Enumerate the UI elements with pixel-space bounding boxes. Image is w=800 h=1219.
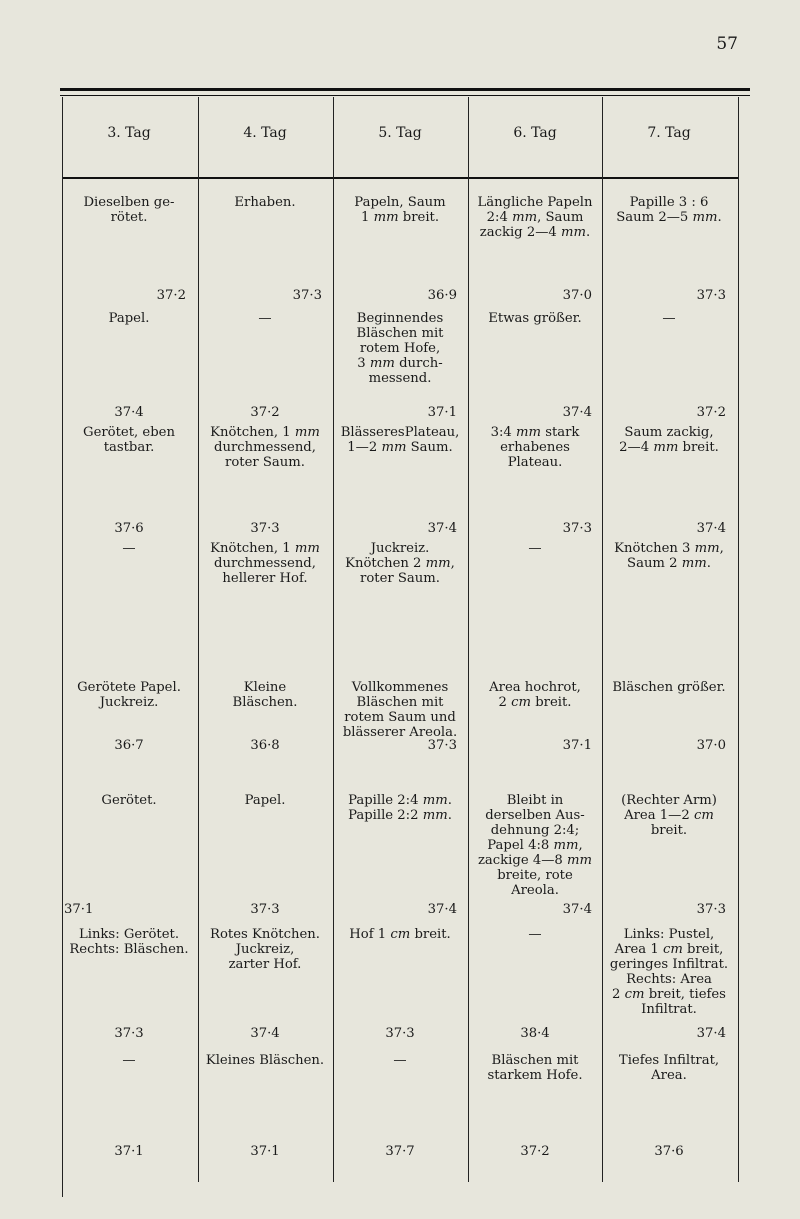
temperature-value: 37·3 bbox=[427, 738, 457, 753]
observation-cell: BlässeresPlateau, 1—2 mm Saum. bbox=[340, 425, 460, 455]
observation-cell: — bbox=[528, 541, 542, 556]
temperature-value: 37·3 bbox=[562, 521, 592, 536]
observation-cell: Papille 2:4 mm. Papille 2:2 mm. bbox=[348, 793, 452, 823]
temperature-value: 37·3 bbox=[114, 1026, 144, 1041]
column-divider bbox=[198, 97, 199, 1182]
temperature-value: 37·3 bbox=[385, 1026, 415, 1041]
observation-cell: Kleine Bläschen. bbox=[232, 680, 298, 710]
temperature-value: 37·3 bbox=[292, 288, 322, 303]
observation-cell: Vollkommenes Bläschen mit rotem Saum und blässerer Areola. bbox=[342, 680, 458, 740]
temperature-value: 37·3 bbox=[250, 521, 280, 536]
observation-cell: Bläschen mit starkem Hofe. bbox=[487, 1053, 583, 1083]
temperature-value: 38·4 bbox=[520, 1026, 550, 1041]
observation-cell: Dieselben ge- rötet. bbox=[83, 195, 175, 225]
temperature-value: 37·4 bbox=[562, 902, 592, 917]
temperature-value: 37·6 bbox=[654, 1144, 684, 1159]
temperature-value: 37·0 bbox=[696, 738, 726, 753]
observation-cell: Papeln, Saum 1 mm breit. bbox=[354, 195, 446, 225]
observation-cell: Gerötete Papel. Juckreiz. bbox=[77, 680, 181, 710]
observation-cell: Knötchen 3 mm, Saum 2 mm. bbox=[614, 541, 724, 571]
observation-cell: Papel. bbox=[244, 793, 286, 808]
header-day-3: 3. Tag bbox=[107, 125, 151, 141]
observation-cell: Gerötet, eben tastbar. bbox=[83, 425, 175, 455]
observation-cell: Papel. bbox=[108, 311, 150, 326]
temperature-value: 36·7 bbox=[114, 738, 144, 753]
observation-cell: Knötchen, 1 mm durchmessend, roter Saum. bbox=[210, 425, 320, 470]
observation-cell: Längliche Papeln 2:4 mm, Saum zackig 2—4 mm. bbox=[477, 195, 593, 240]
temperature-value: 37·4 bbox=[562, 405, 592, 420]
temperature-value: 37·2 bbox=[250, 405, 280, 420]
temperature-value: 37·2 bbox=[696, 405, 726, 420]
observation-cell: Etwas größer. bbox=[488, 311, 582, 326]
temperature-value: 37·3 bbox=[250, 902, 280, 917]
temperature-value: 37·0 bbox=[562, 288, 592, 303]
temperature-value: 37·7 bbox=[385, 1144, 415, 1159]
temperature-value: 37·4 bbox=[427, 521, 457, 536]
observation-cell: Links: Pustel, Area 1 cm breit, geringes Infiltrat. Rechts: Area 2 cm breit, tiefes Infiltrat. bbox=[609, 927, 729, 1017]
observation-cell: — bbox=[122, 1053, 136, 1068]
header-day-5: 5. Tag bbox=[378, 125, 422, 141]
column-divider bbox=[333, 97, 334, 1182]
observation-cell: Gerötet. bbox=[101, 793, 157, 808]
observation-cell: Links: Gerötet. Rechts: Bläschen. bbox=[69, 927, 189, 957]
temperature-value: 37·3 bbox=[696, 902, 726, 917]
observation-cell: Juckreiz. Knötchen 2 mm, roter Saum. bbox=[345, 541, 455, 586]
header-day-6: 6. Tag bbox=[513, 125, 557, 141]
observation-cell: — bbox=[122, 541, 136, 556]
column-divider bbox=[602, 97, 603, 1182]
top-rule bbox=[60, 88, 750, 91]
temperature-value: 36·8 bbox=[250, 738, 280, 753]
temperature-value: 37·1 bbox=[250, 1144, 280, 1159]
observation-cell: — bbox=[662, 311, 676, 326]
temperature-value: 37·6 bbox=[114, 521, 144, 536]
observation-cell: Erhaben. bbox=[234, 195, 296, 210]
header-day-4: 4. Tag bbox=[243, 125, 287, 141]
observation-cell: — bbox=[528, 927, 542, 942]
observation-cell: Rotes Knötchen. Juckreiz, zarter Hof. bbox=[210, 927, 320, 972]
temperature-value: 37·1 bbox=[114, 1144, 144, 1159]
temperature-value: 37·4 bbox=[114, 405, 144, 420]
observation-cell: Beginnendes Bläschen mit rotem Hofe, 3 mm durch- messend. bbox=[356, 311, 444, 386]
observation-cell: Area hochrot, 2 cm breit. bbox=[489, 680, 581, 710]
observation-cell: Kleines Bläschen. bbox=[205, 1053, 325, 1068]
temperature-value: 37·4 bbox=[250, 1026, 280, 1041]
top-rule-thin bbox=[60, 95, 750, 96]
temperature-value: 37·2 bbox=[520, 1144, 550, 1159]
column-divider bbox=[468, 97, 469, 1182]
observation-cell: Knötchen, 1 mm durchmessend, hellerer Hof. bbox=[210, 541, 320, 586]
observation-cell: Papille 3 : 6 Saum 2—5 mm. bbox=[616, 195, 722, 225]
observation-cell: Bläschen größer. bbox=[612, 680, 726, 695]
observation-cell: Hof 1 cm breit. bbox=[349, 927, 451, 942]
header-rule bbox=[62, 177, 738, 179]
temperature-value: 37·1 bbox=[64, 902, 94, 917]
temperature-value: 37·1 bbox=[427, 405, 457, 420]
page-number: 57 bbox=[716, 34, 738, 54]
temperature-value: 37·4 bbox=[696, 521, 726, 536]
observation-cell: (Rechter Arm) Area 1—2 cm breit. bbox=[621, 793, 717, 838]
temperature-value: 37·1 bbox=[562, 738, 592, 753]
observation-cell: 3:4 mm stark erhabenes Plateau. bbox=[490, 425, 580, 470]
header-day-7: 7. Tag bbox=[647, 125, 691, 141]
observation-cell: Tiefes Infiltrat, Area. bbox=[618, 1053, 720, 1083]
temperature-value: 37·2 bbox=[156, 288, 186, 303]
temperature-value: 37·4 bbox=[696, 1026, 726, 1041]
temperature-value: 37·4 bbox=[427, 902, 457, 917]
observation-cell: Saum zackig, 2—4 mm breit. bbox=[619, 425, 719, 455]
temperature-value: 37·3 bbox=[696, 288, 726, 303]
observation-cell: Bleibt in derselben Aus- dehnung 2:4; Papel 4:8 mm, zackige 4—8 mm breite, rote Areola. bbox=[477, 793, 593, 898]
temperature-value: 36·9 bbox=[427, 288, 457, 303]
observation-cell: — bbox=[258, 311, 272, 326]
column-divider bbox=[738, 97, 739, 1182]
observation-cell: — bbox=[393, 1053, 407, 1068]
